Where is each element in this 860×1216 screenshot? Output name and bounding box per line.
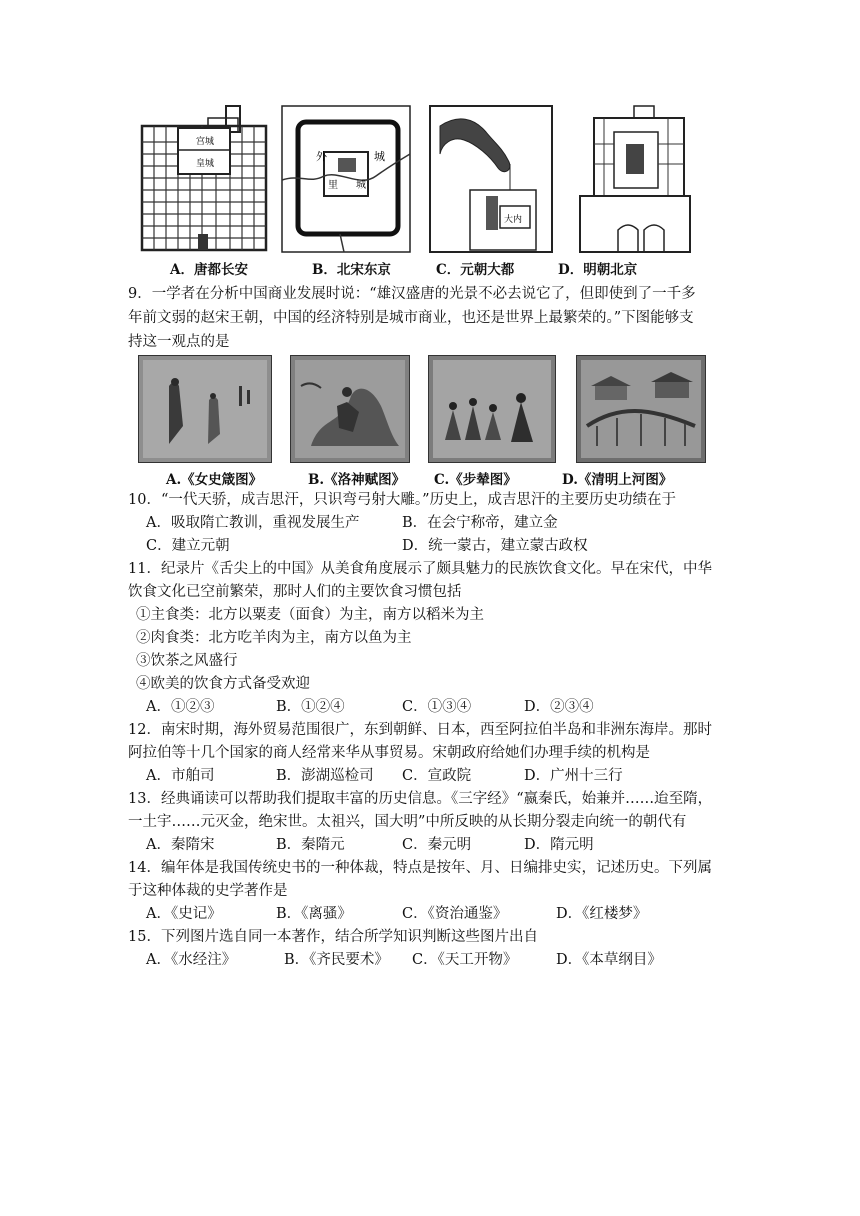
painting-bunian-tu (428, 355, 556, 463)
q15-stem: 15．下列图片选自同一本著作，结合所学知识判断这些图片出自 (128, 929, 538, 945)
q13-option-c: C．秦元明 (402, 837, 472, 853)
q10-option-d: D．统一蒙古，建立蒙古政权 (402, 538, 588, 554)
map-caption-a: A．唐都长安 (170, 262, 248, 278)
painting-luoshen-futu (290, 355, 410, 463)
q14-option-a: A．《史记》 (146, 906, 222, 922)
q14-stem-line2: 于这种体裁的史学著作是 (128, 883, 288, 899)
q14-stem-line1: 14．编年体是我国传统史书的一种体裁，特点是按年、月、日编排史实，记述历史。下列属 (128, 860, 712, 876)
map-caption-d: D．明朝北京 (558, 262, 638, 278)
q12-stem-line1: 12．南宋时期，海外贸易范围很广，东到朝鲜、日本，西至阿拉伯半岛和非洲东海岸。那时 (128, 722, 712, 738)
q10-option-a: A．吸取隋亡教训，重视发展生产 (146, 515, 360, 531)
q11-option-d: D．②③④ (524, 699, 594, 715)
painting-caption-b: B.《洛神赋图》 (308, 472, 406, 488)
map-ming-beijing (578, 104, 692, 254)
q13-stem-line2: 一土宇……元灭金，绝宋世。太祖兴，国大明”中所反映的从长期分裂走向统一的朝代有 (128, 814, 687, 830)
q13-option-a: A．秦隋宋 (146, 837, 215, 853)
map-c-label-danei: 大内 (504, 215, 523, 225)
map-song-dongjing (280, 104, 412, 254)
q10-option-b: B．在会宁称帝，建立金 (402, 515, 558, 531)
painting-caption-d: D.《清明上河图》 (562, 472, 673, 488)
q15-option-d: D．《本草纲目》 (556, 952, 662, 968)
q11-item-4: ④欧美的饮食方式备受欢迎 (136, 676, 310, 692)
q11-option-c: C．①③④ (402, 699, 472, 715)
q12-option-d: D．广州十三行 (524, 768, 623, 784)
map-b-label-li: 里 (328, 180, 338, 191)
map-caption-b: B．北宋东京 (312, 262, 391, 278)
q13-option-d: D．隋元明 (524, 837, 594, 853)
q8-map-images (138, 104, 698, 254)
map-yuan-dadu (428, 104, 554, 254)
q14-option-b: B．《离骚》 (276, 906, 352, 922)
q9-stem-line2: 年前文弱的赵宋王朝，中国的经济特别是城市商业，也还是世界上最繁荣的。”下图能够支 (128, 310, 694, 326)
map-a-label-huangcheng: 皇城 (196, 159, 215, 169)
q10-option-c: C．建立元朝 (146, 538, 230, 554)
map-caption-c: C．元朝大都 (436, 262, 515, 278)
q12-option-a: A．市舶司 (146, 768, 215, 784)
q9-painting-images (138, 355, 708, 463)
q10-stem: 10．“一代天骄，成吉思汗，只识弯弓射大雕。”历史上，成吉思汗的主要历史功绩在于 (128, 492, 677, 508)
q12-option-b: B．澎湖巡检司 (276, 768, 374, 784)
q11-option-a: A．①②③ (146, 699, 215, 715)
q11-option-b: B．①②④ (276, 699, 345, 715)
painting-qingming-shanghetu (576, 355, 706, 463)
q13-option-b: B．秦隋元 (276, 837, 345, 853)
q9-stem-line3: 持这一观点的是 (128, 334, 230, 350)
painting-caption-c: C.《步辇图》 (434, 472, 517, 488)
map-tang-changan (138, 104, 270, 254)
q14-option-c: C．《资治通鉴》 (402, 906, 508, 922)
q11-item-3: ③饮茶之风盛行 (136, 653, 238, 669)
q15-option-c: C．《天工开物》 (412, 952, 518, 968)
q9-stem-line1: 9．一学者在分析中国商业发展时说：“雄汉盛唐的光景不必去说它了，但即使到了一千多 (128, 286, 696, 302)
q12-option-c: C．宣政院 (402, 768, 472, 784)
q14-option-d: D．《红楼梦》 (556, 906, 648, 922)
painting-nvshi-zhentu (138, 355, 272, 463)
map-a-label-gongcheng: 宫城 (196, 137, 215, 147)
q15-option-b: B．《齐民要术》 (284, 952, 389, 968)
q15-option-a: A．《水经注》 (146, 952, 237, 968)
q11-item-2: ②肉食类：北方吃羊肉为主，南方以鱼为主 (136, 630, 412, 646)
q11-stem-line1: 11．纪录片《舌尖上的中国》从美食角度展示了颇具魅力的民族饮食文化。早在宋代，中华 (128, 561, 712, 577)
q11-stem-line2: 饮食文化已空前繁荣，那时人们的主要饮食习惯包括 (128, 584, 462, 600)
q12-stem-line2: 阿拉伯等十几个国家的商人经常来华从事贸易。宋朝政府给她们办理手续的机构是 (128, 745, 650, 761)
q13-stem-line1: 13．经典诵读可以帮助我们提取丰富的历史信息。《三字经》“嬴秦氏，始兼并……迨至隋， (128, 791, 713, 807)
map-b-label-cheng2: 城 (356, 180, 366, 191)
map-b-label-cheng: 城 (374, 150, 385, 163)
map-b-label-wai: 外 (316, 150, 327, 163)
painting-caption-a: A.《女史箴图》 (166, 472, 263, 488)
q11-item-1: ①主食类：北方以粟麦（面食）为主，南方以稻米为主 (136, 607, 484, 623)
